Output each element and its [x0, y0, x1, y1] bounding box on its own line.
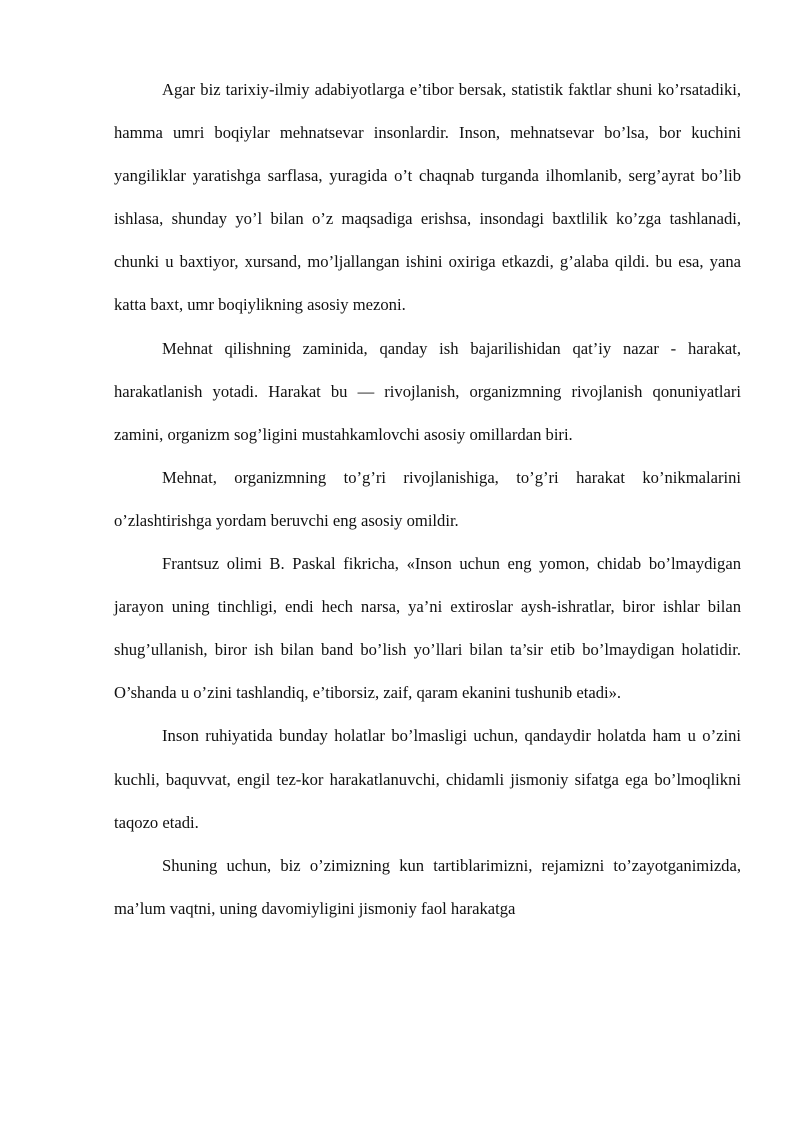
paragraph: Mehnat, organizmning to’g’ri rivojlanishiga, to’g’ri harakat ko’nikmalarini o’zlashtirishga yordam beruvchi eng asosiy omildir.	[114, 467, 741, 530]
paragraph: Mehnat qilishning zaminida, qanday ish bajarilishidan qat’iy nazar - harakat, harakatlanish yotadi. Harakat bu — rivojlanish, organizmning rivojlanish qonuniyatlari zamini, organizm sog’ligini mustahkamlovchi asosiy omillardan biri.	[114, 338, 741, 444]
paragraph: Shuning uchun, biz o’zimizning kun tartiblarimizni, rejamizni to’zayotganimizda, ma’lum vaqtni, uning davomiyligini jismoniy faol harakatga	[114, 855, 741, 918]
paragraph: Inson ruhiyatida bunday holatlar bo’lmasligi uchun, qandaydir holatda ham u o’zini kuchli, baquvvat, engil tez-kor harakatlanuvchi, chidamli jismoniy sifatga ega bo’lmoqlikni taqozo etadi.	[114, 726, 741, 832]
paragraph: Agar biz tarixiy-ilmiy adabiyotlarga e’tibor bersak, statistik faktlar shuni ko’rsatadiki, hamma umri boqiylar mehnatsevar insonlardir. Inson, mehnatsevar bo’lsa, bor kuchini yangiliklar yaratishga sarflasa, yuragida o’t chaqnab turganda ilhomlanib, serg’ayrat bo’lib ishlasa, shunday yo’l bilan o’z maqsadiga erishsa, insondagi baxtlilik ko’zga tashlanadi, chunki u baxtiyor, xursand, mo’ljallangan ishini oxiriga etkazdi, g’alaba qildi. bu esa, yana katta baxt, umr boqiylikning asosiy mezoni.	[114, 80, 741, 315]
document-page	[114, 68, 741, 930]
paragraph: Frantsuz olimi B. Paskal fikricha, «Inson uchun eng yomon, chidab bo’lmaydigan jarayon uning tinchligi, endi hech narsa, ya’ni extiroslar aysh-ishratlar, biror ishlar bilan shug’ullanish, biror ish bilan band bo’lish yo’llari bilan ta’sir etib bo’lmaydigan holatidir. O’shanda u o’zini tashlandiq, e’tiborsiz, zaif, qaram ekanini tushunib etadi».	[114, 554, 741, 703]
